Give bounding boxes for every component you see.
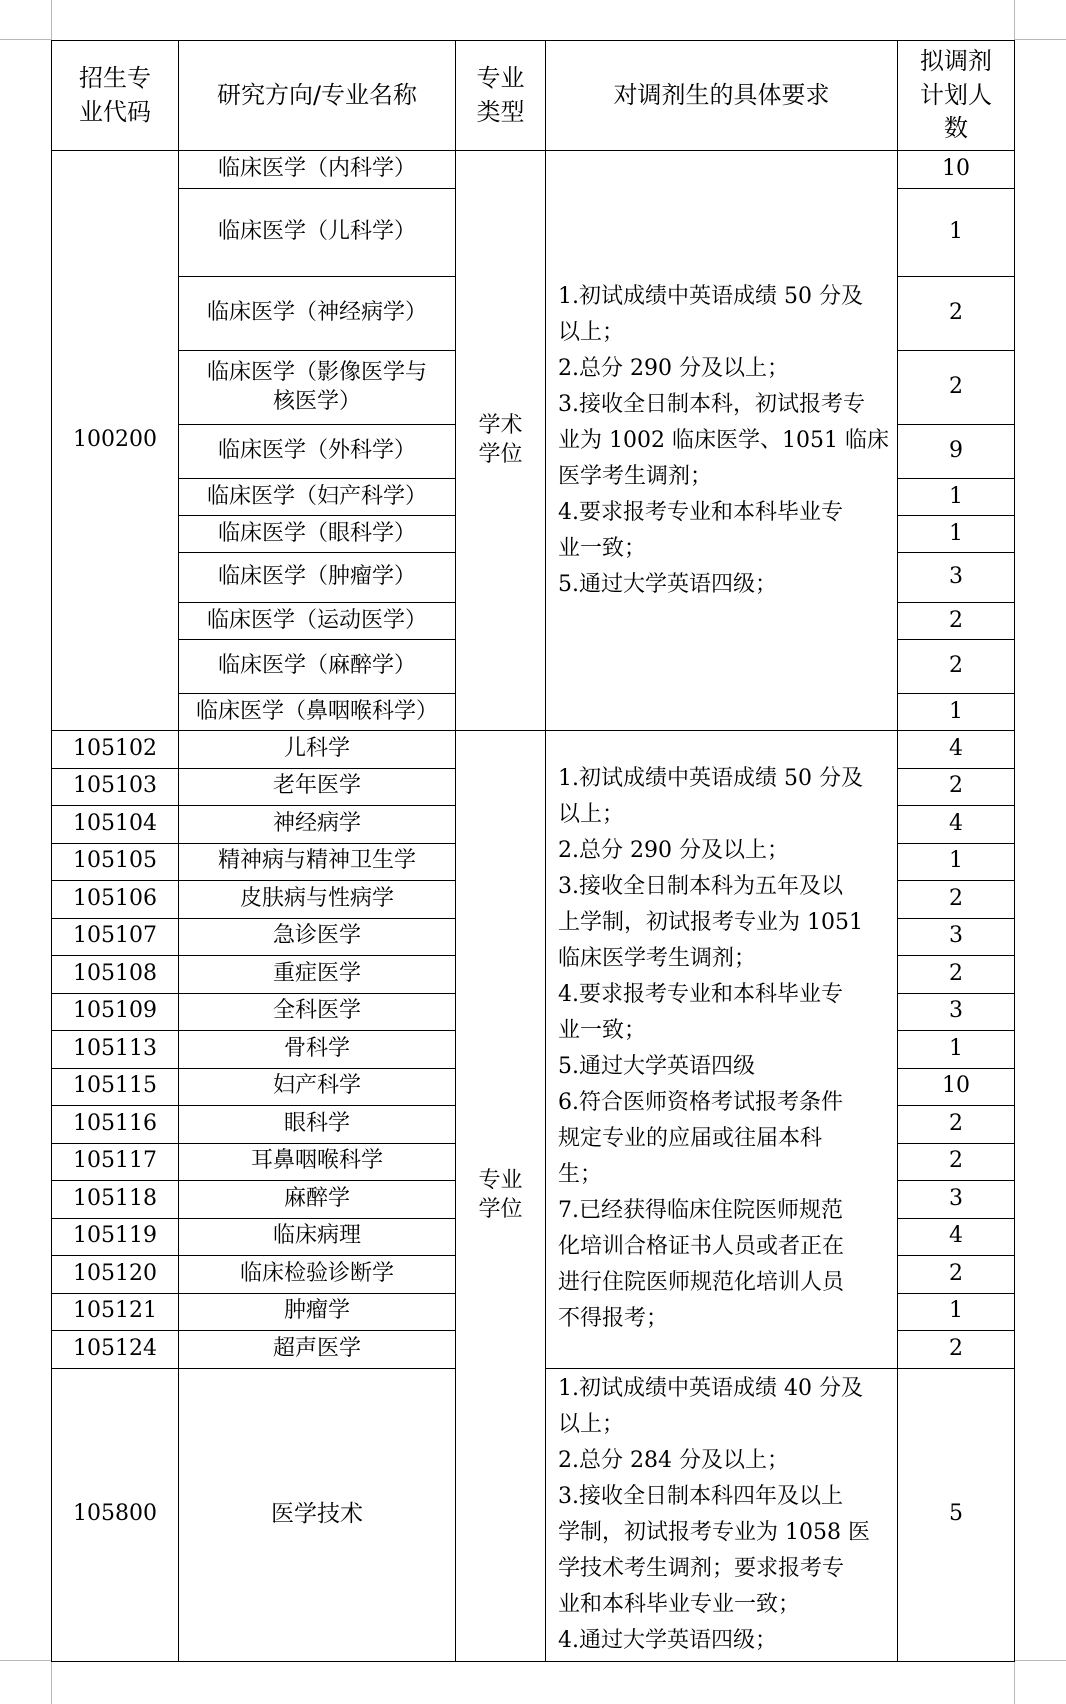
direction-name: 皮肤病与性病学	[179, 881, 456, 919]
requirement-line: 2.总分 290 分及以上；	[558, 355, 789, 381]
adjustment-table	[51, 40, 1015, 1662]
direction-name: 儿科学	[179, 731, 456, 769]
direction-name: 超声医学	[179, 1331, 456, 1369]
major-code: 105113	[52, 1031, 179, 1069]
header-row	[52, 41, 1015, 151]
plan-count: 1	[898, 479, 1015, 516]
degree-type-line: 学位	[478, 441, 523, 467]
plan-count: 2	[898, 768, 1015, 806]
requirement-line: 7.已经获得临床住院医师规范	[558, 1198, 843, 1224]
crop-mark	[1014, 1660, 1015, 1704]
direction-name: 精神病与精神卫生学	[179, 843, 456, 881]
direction-name: 临床检验诊断学	[179, 1256, 456, 1294]
major-code: 105109	[52, 993, 179, 1031]
plan-count: 2	[898, 603, 1015, 640]
direction-name: 神经病学	[179, 806, 456, 844]
major-code: 105103	[52, 768, 179, 806]
plan-count: 1	[898, 516, 1015, 553]
requirement-line: 业和本科毕业专业一致；	[558, 1591, 801, 1617]
header-plan-line: 计划人	[920, 80, 992, 109]
direction-name	[179, 351, 456, 425]
plan-count: 1	[898, 694, 1015, 731]
requirement-line: 5.通过大学英语四级；	[558, 571, 777, 597]
direction-name: 临床医学（眼科学）	[179, 516, 456, 553]
major-code: 105117	[52, 1143, 179, 1181]
direction-name: 骨科学	[179, 1031, 456, 1069]
major-code: 105108	[52, 956, 179, 994]
requirement-line: 4.通过大学英语四级；	[558, 1627, 777, 1653]
major-code: 105116	[52, 1106, 179, 1144]
requirement-line: 化培训合格证书人员或者正在	[558, 1234, 845, 1260]
plan-count: 3	[898, 993, 1015, 1031]
requirement-line: 6.符合医师资格考试报考条件	[558, 1090, 843, 1116]
requirement-line: 进行住院医师规范化培训人员	[558, 1270, 845, 1296]
plan-count: 2	[898, 1106, 1015, 1144]
plan-count: 1	[898, 1031, 1015, 1069]
plan-count: 10	[898, 1068, 1015, 1106]
plan-count: 2	[898, 1143, 1015, 1181]
requirement-line: 业为 1002 临床医学、1051 临床	[558, 427, 889, 453]
direction-name: 肿瘤学	[179, 1293, 456, 1331]
direction-name: 临床医学（肿瘤学）	[179, 553, 456, 603]
requirement-line: 3.接收全日制本科四年及以上	[558, 1483, 843, 1509]
direction-name: 临床医学（神经病学）	[179, 277, 456, 351]
direction-name: 临床医学（运动医学）	[179, 603, 456, 640]
direction-name: 临床医学（外科学）	[179, 425, 456, 479]
requirement-line: 2.总分 284 分及以上；	[558, 1447, 789, 1473]
requirement-line: 5.通过大学英语四级	[558, 1054, 755, 1080]
header-direction: 研究方向/专业名称	[179, 41, 456, 151]
requirement-line: 生；	[558, 1162, 603, 1188]
requirement-line: 业一致；	[558, 1018, 647, 1044]
major-code: 105107	[52, 918, 179, 956]
crop-mark	[0, 39, 51, 40]
plan-count: 4	[898, 731, 1015, 769]
direction-name: 全科医学	[179, 993, 456, 1031]
requirement-line: 4.要求报考专业和本科毕业专	[558, 982, 843, 1008]
plan-count: 9	[898, 425, 1015, 479]
degree-type-line: 学术	[478, 412, 523, 438]
crop-mark	[0, 1660, 51, 1661]
direction-name: 急诊医学	[179, 918, 456, 956]
plan-count: 5	[898, 1368, 1015, 1661]
major-code: 105800	[52, 1368, 179, 1661]
crop-mark	[1014, 1660, 1066, 1661]
header-code-line: 招生专	[79, 63, 151, 92]
major-code: 105121	[52, 1293, 179, 1331]
plan-count: 3	[898, 1181, 1015, 1219]
direction-name: 临床医学（麻醉学）	[179, 640, 456, 694]
header-type	[456, 41, 546, 151]
requirement-line: 4.要求报考专业和本科毕业专	[558, 499, 843, 525]
major-code: 105105	[52, 843, 179, 881]
requirements-cell	[546, 731, 898, 1369]
requirement-line: 学技术考生调剂；要求报考专	[558, 1555, 845, 1581]
major-code: 105120	[52, 1256, 179, 1294]
plan-count: 3	[898, 918, 1015, 956]
requirement-line: 学制，初试报考专业为 1058 医	[558, 1519, 870, 1545]
plan-count: 2	[898, 1331, 1015, 1369]
plan-count: 2	[898, 881, 1015, 919]
requirement-line: 上学制，初试报考专业为 1051	[558, 910, 863, 936]
header-code	[52, 41, 179, 151]
requirement-line: 以上；	[558, 1411, 625, 1437]
requirement-line: 以上；	[558, 802, 625, 828]
direction-name: 临床医学（妇产科学）	[179, 479, 456, 516]
requirement-line: 不得报考；	[558, 1306, 669, 1332]
crop-mark	[1014, 0, 1015, 40]
requirement-line: 2.总分 290 分及以上；	[558, 838, 789, 864]
degree-type-line: 专业	[478, 1168, 523, 1194]
direction-name: 耳鼻咽喉科学	[179, 1143, 456, 1181]
direction-name: 眼科学	[179, 1106, 456, 1144]
major-code: 105115	[52, 1068, 179, 1106]
degree-type-line: 学位	[478, 1196, 523, 1222]
major-code: 105118	[52, 1181, 179, 1219]
requirement-line: 规定专业的应届或往届本科	[558, 1126, 823, 1152]
requirement-line: 1.初试成绩中英语成绩 40 分及	[558, 1375, 863, 1401]
plan-count: 2	[898, 1256, 1015, 1294]
major-code: 105104	[52, 806, 179, 844]
requirement-line: 3.接收全日制本科为五年及以	[558, 874, 843, 900]
direction-name: 重症医学	[179, 956, 456, 994]
direction-name: 妇产科学	[179, 1068, 456, 1106]
major-code: 105119	[52, 1218, 179, 1256]
direction-name: 医学技术	[179, 1368, 456, 1661]
plan-count: 1	[898, 843, 1015, 881]
degree-type	[456, 731, 546, 1662]
requirements-cell	[546, 1368, 898, 1661]
header-plan-line: 拟调剂	[920, 47, 992, 76]
requirements-cell	[546, 151, 898, 731]
requirement-line: 医学考生调剂；	[558, 463, 713, 489]
requirement-line: 业一致；	[558, 535, 647, 561]
header-type-line: 专业	[476, 63, 525, 92]
major-code: 105124	[52, 1331, 179, 1369]
crop-mark	[51, 1660, 52, 1704]
crop-mark	[51, 0, 52, 40]
plan-count: 2	[898, 277, 1015, 351]
requirement-line: 1.初试成绩中英语成绩 50 分及	[558, 283, 863, 309]
header-type-line: 类型	[476, 97, 525, 126]
table-row	[52, 731, 1015, 769]
header-plan-line: 数	[944, 114, 968, 143]
requirement-line: 临床医学考生调剂；	[558, 946, 757, 972]
plan-count: 1	[898, 189, 1015, 277]
direction-name: 临床医学（内科学）	[179, 151, 456, 189]
plan-count: 2	[898, 956, 1015, 994]
table-row	[52, 151, 1015, 189]
requirement-line: 以上；	[558, 319, 625, 345]
crop-mark	[1014, 39, 1066, 40]
plan-count: 1	[898, 1293, 1015, 1331]
direction-name: 临床病理	[179, 1218, 456, 1256]
requirement-line: 1.初试成绩中英语成绩 50 分及	[558, 766, 863, 792]
header-plan	[898, 41, 1015, 151]
major-code: 100200	[52, 151, 179, 731]
degree-type	[456, 151, 546, 731]
requirement-line: 3.接收全日制本科，初试报考专	[558, 391, 865, 417]
plan-count: 10	[898, 151, 1015, 189]
direction-name: 临床医学（儿科学）	[179, 189, 456, 277]
header-requirements: 对调剂生的具体要求	[546, 41, 898, 151]
direction-name-line: 核医学）	[272, 388, 361, 414]
major-code: 105106	[52, 881, 179, 919]
major-code: 105102	[52, 731, 179, 769]
plan-count: 3	[898, 553, 1015, 603]
plan-count: 2	[898, 351, 1015, 425]
plan-count: 4	[898, 806, 1015, 844]
direction-name-line: 临床医学（影像医学与	[206, 359, 427, 385]
direction-name: 麻醉学	[179, 1181, 456, 1219]
plan-count: 2	[898, 640, 1015, 694]
plan-count: 4	[898, 1218, 1015, 1256]
direction-name: 临床医学（鼻咽喉科学）	[179, 694, 456, 731]
header-code-line: 业代码	[79, 97, 151, 126]
direction-name: 老年医学	[179, 768, 456, 806]
